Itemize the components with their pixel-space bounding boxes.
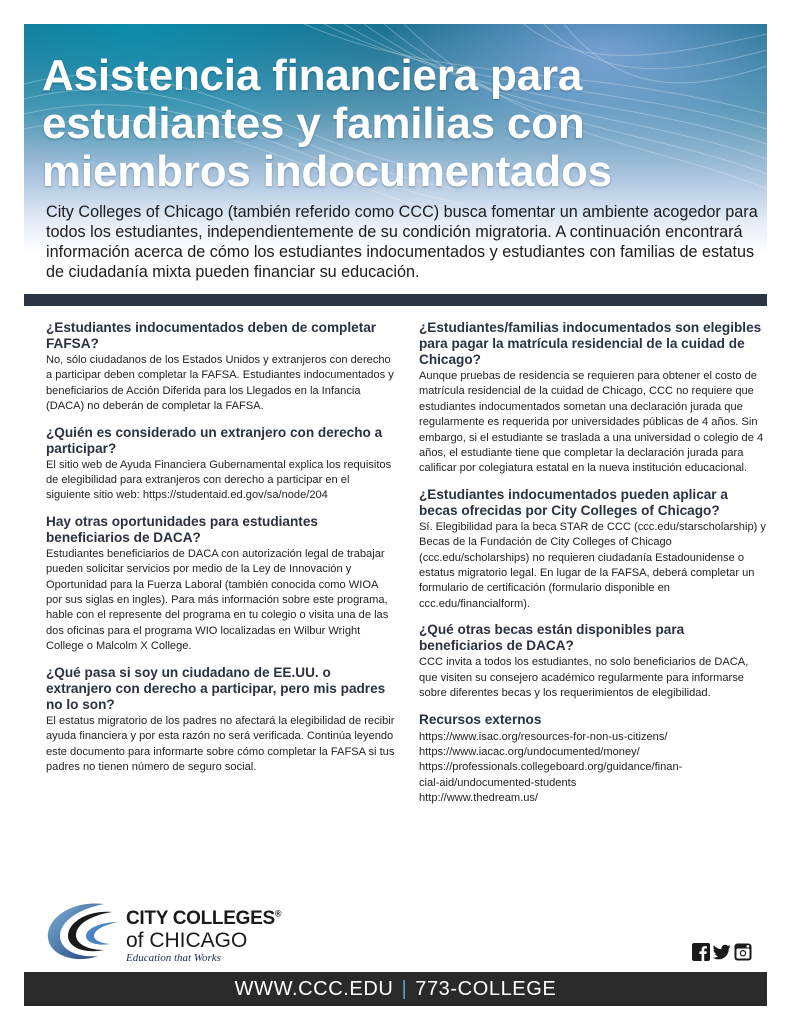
intro-paragraph: City Colleges of Chicago (también referido como CCC) busca fomentar un ambiente acogedor para todos los estudiantes, independientemente de su condición migratoria. A continuación encontrará información acerca de cómo los estudiantes indocumentados y estudiantes con familias de estatus de ciudadanía mixta pueden financiar su educación. — [46, 203, 758, 281]
faq-answer: Sí. Elegibilidad para la beca STAR de CCC (ccc.edu/starscholarship) y Becas de la Fundación de City Colleges of Chicago (ccc.edu/scholarships) no requieren ciudadanía Estadounidense o estatus migratorio legal. En lugar de la FAFSA, deberá completar un formulario de certificación (formulario disponible en ccc.edu/financialform). — [419, 520, 766, 610]
resource-link[interactable]: cial-aid/undocumented-students — [419, 776, 577, 789]
footer-phone[interactable]: 773-COLLEGE — [415, 977, 557, 1000]
ccc-swoosh-icon — [42, 896, 128, 968]
title-line: Asistencia financiera para — [42, 51, 583, 100]
registered-mark: ® — [274, 908, 282, 919]
right-column — [419, 320, 769, 807]
faq-item — [419, 487, 769, 612]
faq-question: ¿Quién es considerado un extranjero con derecho a participar? — [46, 424, 383, 456]
external-resources — [419, 712, 769, 807]
page-title — [42, 52, 762, 196]
twitter-icon[interactable] — [713, 943, 731, 961]
faq-answer: El sitio web de Ayuda Financiera Gubernamental explica los requisitos de elegibilidad para extranjeros con derecho a participar en el siguiente sitio web: https://studentaid.ed.gov/sa/node/204 — [46, 458, 392, 502]
logo-tagline: Education that Works — [126, 952, 221, 964]
faq-question: ¿Qué otras becas están disponibles para beneficiarios de DACA? — [419, 622, 685, 654]
divider-band — [24, 294, 767, 306]
footer-bar — [24, 972, 767, 1006]
faq-item — [46, 425, 396, 504]
facebook-icon[interactable] — [692, 943, 710, 961]
instagram-icon[interactable] — [734, 943, 752, 961]
resource-link[interactable]: http://www.thedream.us/ — [419, 792, 539, 805]
resource-link[interactable]: https://www.isac.org/resources-for-non-us-citizens/ — [419, 730, 668, 743]
faq-answer: CCC invita a todos los estudiantes, no solo beneficiarios de DACA, que visiten su consejero académico regularmente para informarse sobre diferentes becas y los requerimientos de elegibilidad. — [419, 656, 749, 700]
faq-item — [46, 514, 396, 655]
faq-item — [46, 320, 396, 415]
logo-line1 — [126, 908, 281, 930]
faq-question: ¿Qué pasa si soy un ciudadano de EE.UU. o extranjero con derecho a participar, pero mis padres no lo son? — [46, 664, 386, 712]
resource-link[interactable]: https://www.iacac.org/undocumented/money/ — [419, 745, 640, 758]
faq-answer: El estatus migratorio de los padres no afectará la elegibilidad de recibir ayuda financiera y por esta razón no será verificada. Continúa leyendo este documento para informarte sobre cómo completar la FAFSA si tus padres no tienen número de seguro social. — [46, 714, 395, 773]
faq-question: ¿Estudiantes indocumentados deben de completar FAFSA? — [46, 320, 377, 351]
social-icons — [692, 943, 752, 961]
resources-list — [419, 730, 769, 807]
title-line: estudiantes y familias con — [42, 99, 585, 148]
title-line: miembros indocumentados — [42, 147, 612, 196]
faq-answer: Aunque pruebas de residencia se requieren para obtener el costo de matrícula residencial de la cuidad de Chicago, CCC no requiere que estudiantes indocumentados sometan una declaración jurada que regularmente es requerida por universidades públicas de 4 años. Sin embargo, si el estudiante se traslada a una universidad o colegio de 4 años, el estudiante tiene que completar la declaración jurada para calificar por colegiatura estatal en la nueva institución educacional. — [419, 370, 764, 475]
logo-line2: of CHICAGO — [126, 929, 248, 952]
logo-name: CITY COLLEGES — [126, 908, 275, 929]
faq-answer: Estudiantes beneficiarios de DACA con autorización legal de trabajar pueden solicitar servicios por medio de la Ley de Innovación y Oportunidad para la Fuerza Laboral (también conocida como WIOA por sus siglas en ingles). Para más información sobre este programa, hable con el represente del programa en tu colegio o visita una de las dos oficinas para el programa WIO localizadas en Wilbur Wright College o Malcolm X College. — [46, 547, 389, 653]
faq-question: Hay otras oportunidades para estudiantes beneficiarios de DACA? — [46, 513, 318, 545]
left-column — [46, 320, 396, 785]
flyer-page — [24, 24, 767, 1006]
header-banner — [24, 24, 767, 294]
faq-item — [419, 622, 769, 701]
faq-question: ¿Estudiantes/familias indocumentados son elegibles para pagar la matrícula residencial de la cuidad de Chicago? — [419, 320, 762, 367]
resource-link[interactable]: https://professionals.collegeboard.org/guidance/finan- — [419, 761, 683, 774]
ccc-logo — [42, 896, 302, 968]
faq-answer: No, sólo ciudadanos de los Estados Unidos y extranjeros con derecho a participar deben completar la FAFSA. Estudiantes indocumentados y beneficiarios de Acción Diferida para los Llegados en la Infancia (DACA) no deberán de completar la FAFSA. — [46, 354, 394, 413]
faq-item — [46, 665, 396, 776]
faq-item — [419, 320, 769, 477]
resources-title: Recursos externos — [419, 711, 542, 727]
faq-question: ¿Estudiantes indocumentados pueden aplicar a becas ofrecidas por City Colleges of Chicago? — [419, 486, 728, 518]
footer-website[interactable]: WWW.CCC.EDU — [234, 977, 394, 1000]
footer-separator: | — [401, 977, 408, 1000]
